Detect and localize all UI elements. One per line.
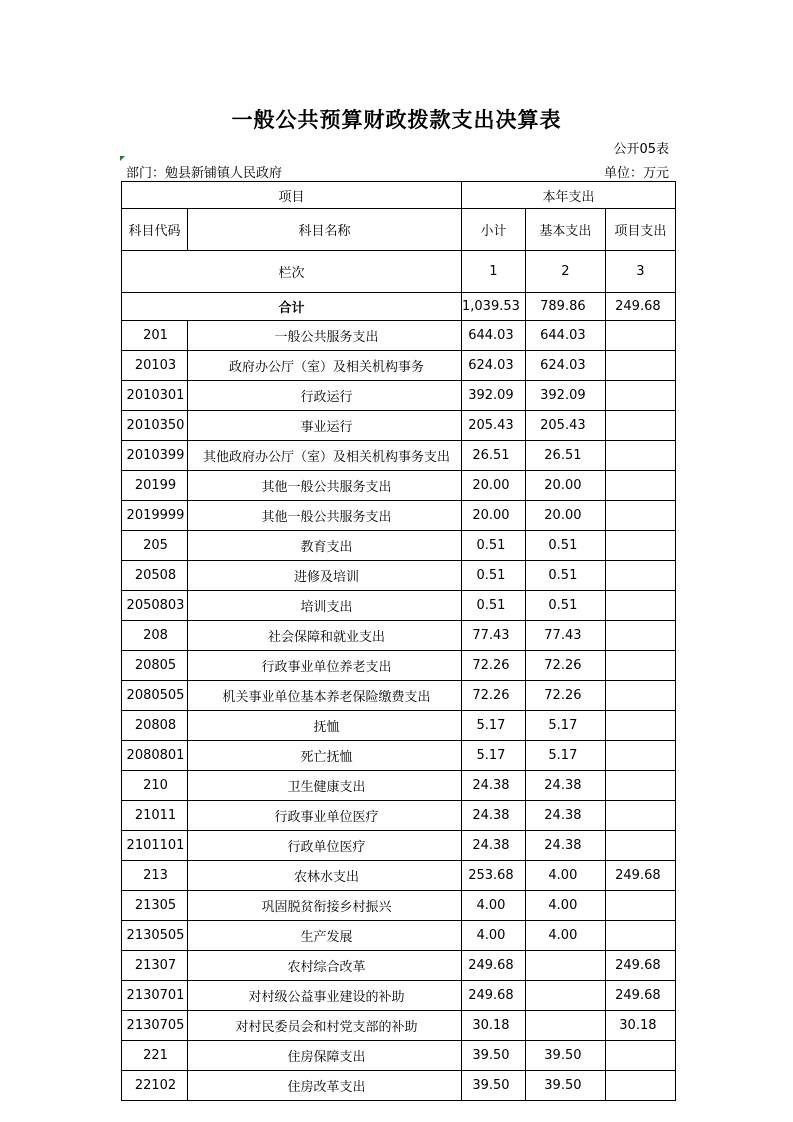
header-basic: 基本支出 [525,209,605,251]
row-project: 249.68 [605,861,675,891]
row-name: 住房改革支出 [188,1071,462,1101]
row-basic: 4.00 [525,921,605,951]
row-subtotal: 5.17 [462,711,526,741]
row-name: 卫生健康支出 [188,771,462,801]
table-row [122,651,676,681]
row-name: 行政运行 [188,381,462,411]
row-name: 其他一般公共服务支出 [188,501,462,531]
row-subtotal: 4.00 [462,891,526,921]
row-code: 20508 [122,561,188,591]
header-project: 项目 [122,182,462,209]
row-code: 20805 [122,651,188,681]
row-code: 210 [122,771,188,801]
total-row [122,293,676,321]
row-basic: 24.38 [525,801,605,831]
row-basic: 624.03 [525,351,605,381]
row-name: 进修及培训 [188,561,462,591]
budget-expense-table [121,181,676,1101]
row-subtotal: 0.51 [462,591,526,621]
row-subtotal: 392.09 [462,381,526,411]
row-name: 生产发展 [188,921,462,951]
row-basic [525,1011,605,1041]
table-row [122,951,676,981]
total-project: 249.68 [605,293,675,321]
table-row [122,411,676,441]
row-basic: 24.38 [525,771,605,801]
row-project [605,411,675,441]
row-basic [525,981,605,1011]
row-project [605,351,675,381]
row-name: 农村综合改革 [188,951,462,981]
row-project [605,801,675,831]
row-basic: 26.51 [525,441,605,471]
table-row [122,831,676,861]
row-code: 2130705 [122,1011,188,1041]
total-subtotal: 1,039.53 [462,293,526,321]
row-name: 抚恤 [188,711,462,741]
row-basic: 24.38 [525,831,605,861]
header-row-1 [122,182,676,209]
row-basic: 39.50 [525,1071,605,1101]
cell-comment-marker [120,156,125,161]
row-name: 行政事业单位养老支出 [188,651,462,681]
row-subtotal: 26.51 [462,441,526,471]
row-code: 2010399 [122,441,188,471]
row-subtotal: 72.26 [462,681,526,711]
row-subtotal: 39.50 [462,1071,526,1101]
row-subtotal: 24.38 [462,771,526,801]
row-code: 205 [122,531,188,561]
header-code: 科目代码 [122,209,188,251]
row-project [605,621,675,651]
row-name: 行政单位医疗 [188,831,462,861]
table-row [122,681,676,711]
row-project: 249.68 [605,951,675,981]
row-subtotal: 39.50 [462,1041,526,1071]
row-project [605,891,675,921]
header-row-column-numbers [122,251,676,293]
table-row [122,801,676,831]
row-code: 208 [122,621,188,651]
row-name: 巩固脱贫衔接乡村振兴 [188,891,462,921]
row-code: 2050803 [122,591,188,621]
table-row [122,1041,676,1071]
row-name: 其他一般公共服务支出 [188,471,462,501]
row-name: 其他政府办公厅（室）及相关机构事务支出 [188,441,462,471]
row-basic: 4.00 [525,891,605,921]
row-basic: 0.51 [525,561,605,591]
row-project [605,681,675,711]
row-project: 30.18 [605,1011,675,1041]
row-name: 事业运行 [188,411,462,441]
header-row-2 [122,209,676,251]
table-row [122,1011,676,1041]
table-row [122,501,676,531]
table-row [122,891,676,921]
row-subtotal: 644.03 [462,321,526,351]
row-project: 249.68 [605,981,675,1011]
table-row [122,621,676,651]
row-name: 教育支出 [188,531,462,561]
row-code: 21307 [122,951,188,981]
row-code: 2101101 [122,831,188,861]
row-subtotal: 24.38 [462,831,526,861]
table-row [122,381,676,411]
row-code: 2080801 [122,741,188,771]
row-subtotal: 249.68 [462,951,526,981]
column-number-1: 1 [462,251,526,293]
row-code: 2080505 [122,681,188,711]
row-code: 21305 [122,891,188,921]
row-name: 死亡抚恤 [188,741,462,771]
row-project [605,1071,675,1101]
row-code: 2010350 [122,411,188,441]
table-row [122,591,676,621]
row-basic: 0.51 [525,591,605,621]
table-row [122,561,676,591]
row-basic [525,951,605,981]
row-project [605,771,675,801]
row-code: 201 [122,321,188,351]
row-basic: 72.26 [525,681,605,711]
row-name: 一般公共服务支出 [188,321,462,351]
row-project [605,561,675,591]
row-name: 对村级公益事业建设的补助 [188,981,462,1011]
row-subtotal: 5.17 [462,741,526,771]
row-code: 20103 [122,351,188,381]
row-code: 2130701 [122,981,188,1011]
row-basic: 0.51 [525,531,605,561]
row-name: 农林水支出 [188,861,462,891]
row-basic: 20.00 [525,471,605,501]
row-basic: 4.00 [525,861,605,891]
row-code: 20199 [122,471,188,501]
table-row [122,471,676,501]
row-project [605,501,675,531]
row-subtotal: 0.51 [462,531,526,561]
department-label: 部门：勉县新铺镇人民政府 [126,166,283,181]
row-project [605,381,675,411]
header-project-expense: 项目支出 [605,209,675,251]
unit-label: 单位：万元 [603,166,669,181]
row-project [605,321,675,351]
row-code: 20808 [122,711,188,741]
row-subtotal: 249.68 [462,981,526,1011]
table-row [122,771,676,801]
total-basic: 789.86 [525,293,605,321]
table-row [122,741,676,771]
row-code: 213 [122,861,188,891]
table-row [122,861,676,891]
column-number-label: 栏次 [122,251,462,293]
row-subtotal: 253.68 [462,861,526,891]
page-title: 一般公共预算财政拨款支出决算表 [231,108,562,132]
row-name: 住房保障支出 [188,1041,462,1071]
row-project [605,531,675,561]
row-subtotal: 30.18 [462,1011,526,1041]
row-subtotal: 24.38 [462,801,526,831]
table-row [122,321,676,351]
row-name: 机关事业单位基本养老保险缴费支出 [188,681,462,711]
row-project [605,711,675,741]
row-name: 政府办公厅（室）及相关机构事务 [188,351,462,381]
total-label: 合计 [122,293,462,321]
row-code: 21011 [122,801,188,831]
row-basic: 77.43 [525,621,605,651]
row-basic: 39.50 [525,1041,605,1071]
row-project [605,831,675,861]
table-row [122,351,676,381]
row-basic: 644.03 [525,321,605,351]
row-basic: 205.43 [525,411,605,441]
row-code: 2130505 [122,921,188,951]
row-basic: 5.17 [525,711,605,741]
row-code: 2019999 [122,501,188,531]
row-project [605,1041,675,1071]
row-subtotal: 624.03 [462,351,526,381]
form-number: 公开05表 [613,142,669,157]
header-current-year-expense: 本年支出 [462,182,676,209]
row-subtotal: 72.26 [462,651,526,681]
row-basic: 392.09 [525,381,605,411]
table-row [122,921,676,951]
row-code: 22102 [122,1071,188,1101]
row-project [605,741,675,771]
table-row [122,441,676,471]
row-basic: 72.26 [525,651,605,681]
table-row [122,981,676,1011]
header-name: 科目名称 [188,209,462,251]
row-code: 2010301 [122,381,188,411]
row-name: 社会保障和就业支出 [188,621,462,651]
column-number-3: 3 [605,251,675,293]
row-subtotal: 20.00 [462,501,526,531]
row-subtotal: 20.00 [462,471,526,501]
row-name: 培训支出 [188,591,462,621]
row-project [605,651,675,681]
table-row [122,531,676,561]
row-project [605,591,675,621]
row-name: 行政事业单位医疗 [188,801,462,831]
row-project [605,921,675,951]
row-basic: 20.00 [525,501,605,531]
column-number-2: 2 [525,251,605,293]
row-basic: 5.17 [525,741,605,771]
row-subtotal: 77.43 [462,621,526,651]
header-subtotal: 小计 [462,209,526,251]
row-subtotal: 0.51 [462,561,526,591]
row-project [605,471,675,501]
table-row [122,711,676,741]
row-subtotal: 4.00 [462,921,526,951]
row-code: 221 [122,1041,188,1071]
row-subtotal: 205.43 [462,411,526,441]
row-name: 对村民委员会和村党支部的补助 [188,1011,462,1041]
row-project [605,441,675,471]
table-row [122,1071,676,1101]
